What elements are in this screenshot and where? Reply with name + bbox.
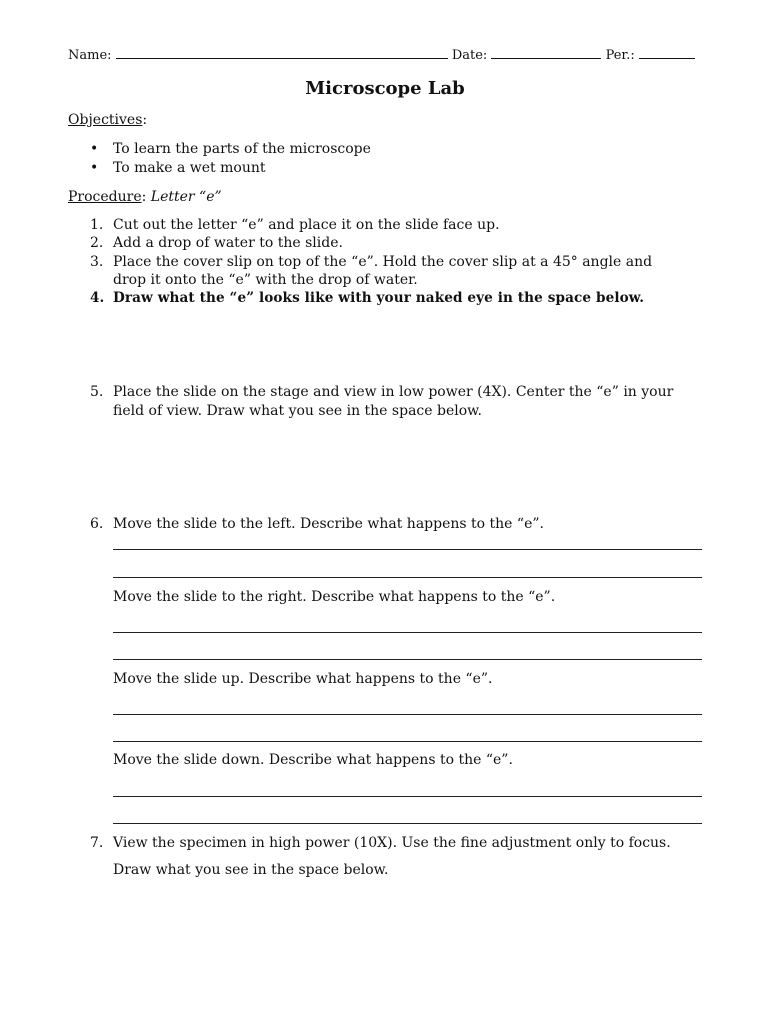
sub-question: Move the slide up. Describe what happens to the “e”.: [113, 671, 493, 687]
date-label: Date:: [451, 48, 488, 63]
drawing-area[interactable]: [113, 888, 702, 1008]
bullet-icon: •: [90, 160, 99, 176]
step-number: 7.: [90, 835, 104, 851]
answer-line[interactable]: [113, 549, 702, 550]
step-text: Place the slide on the stage and view in low power (4X). Center the “e” in your: [113, 384, 674, 400]
step-text: Draw what the “e” looks like with your naked eye in the space below.: [113, 290, 645, 306]
objectives-label: Objectives: [68, 112, 143, 128]
answer-line[interactable]: [113, 796, 702, 797]
name-label: Name:: [68, 48, 112, 63]
header-line: [68, 46, 695, 63]
procedure-subtitle: Letter “e”: [150, 189, 222, 205]
answer-line[interactable]: [113, 741, 702, 742]
step-text: View the specimen in high power (10X). Use the fine adjustment only to focus.: [113, 835, 671, 851]
answer-line[interactable]: [113, 823, 702, 824]
procedure-label: Procedure: [68, 189, 142, 205]
page-title: Microscope Lab: [305, 78, 465, 99]
drawing-area[interactable]: [113, 312, 702, 382]
objectives-colon: :: [142, 112, 148, 128]
objectives-heading: [68, 112, 147, 128]
sub-question: Move the slide to the right. Describe what happens to the “e”.: [113, 589, 556, 605]
step-number: 1.: [90, 217, 104, 233]
step-text: Move the slide to the left. Describe what happens to the “e”.: [113, 516, 544, 532]
objective-item: To learn the parts of the microscope: [113, 141, 371, 157]
period-label: Per.:: [605, 48, 635, 63]
step-number: 2.: [90, 235, 104, 251]
period-blank[interactable]: [639, 46, 695, 59]
procedure-colon: :: [141, 189, 147, 205]
step-text: Draw what you see in the space below.: [113, 862, 389, 878]
answer-line[interactable]: [113, 714, 702, 715]
step-number: 5.: [90, 384, 104, 400]
step-number: 4.: [90, 290, 105, 306]
step-text: drop it onto the “e” with the drop of water.: [113, 272, 418, 288]
objective-item: To make a wet mount: [113, 160, 266, 176]
name-blank[interactable]: [116, 46, 448, 59]
answer-line[interactable]: [113, 632, 702, 633]
date-blank[interactable]: [491, 46, 601, 59]
sub-question: Move the slide down. Describe what happens to the “e”.: [113, 752, 513, 768]
procedure-heading: [68, 189, 222, 205]
step-text: Add a drop of water to the slide.: [113, 235, 343, 251]
step-number: 6.: [90, 516, 104, 532]
step-text: field of view. Draw what you see in the space below.: [113, 403, 482, 419]
answer-line[interactable]: [113, 659, 702, 660]
step-text: Cut out the letter “e” and place it on the slide face up.: [113, 217, 500, 233]
bullet-icon: •: [90, 141, 99, 157]
step-text: Place the cover slip on top of the “e”. Hold the cover slip at a 45° angle and: [113, 254, 653, 270]
drawing-area[interactable]: [113, 426, 702, 512]
step-number: 3.: [90, 254, 104, 270]
answer-line[interactable]: [113, 577, 702, 578]
